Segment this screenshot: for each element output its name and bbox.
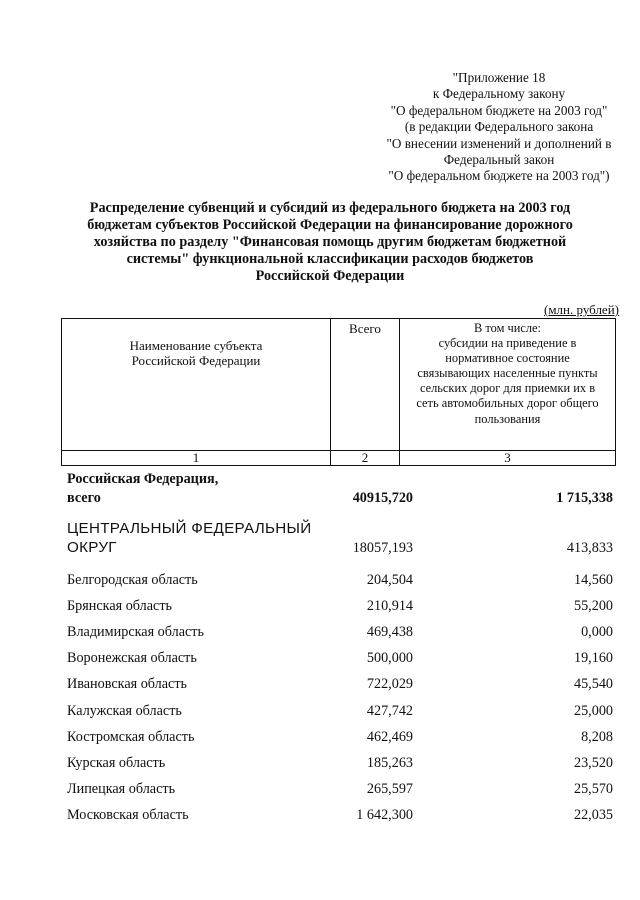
region-subsidy: 23,520 — [573, 754, 613, 771]
header-col3-line: связывающих населенные пункты — [417, 366, 598, 381]
district-subsidy: 413,833 — [566, 540, 613, 556]
region-name: Липецкая область — [67, 780, 176, 797]
region-total: 722,029 — [366, 676, 413, 693]
annex-line: "О федеральном бюджете на 2003 год") — [388, 168, 610, 184]
column-number: 2 — [331, 451, 400, 466]
region-name: Курская область — [67, 754, 166, 771]
title-line: системы" функциональной классификации расходов бюджетов — [126, 251, 534, 267]
total-value: 40915,720 — [352, 490, 413, 506]
title-line: хозяйства по разделу "Финансовая помощь другим бюджетам бюджетной — [93, 234, 567, 250]
region-total: 185,263 — [366, 754, 413, 771]
region-total: 462,469 — [366, 728, 413, 745]
total-name — [67, 470, 218, 508]
document-title — [40, 200, 620, 285]
region-name: Ивановская область — [67, 676, 188, 693]
region-name: Московская область — [67, 806, 189, 823]
district-row — [0, 519, 640, 559]
table-header — [61, 318, 616, 466]
region-total: 1 642,300 — [356, 806, 413, 823]
region-name: Белгородская область — [67, 572, 198, 588]
annex-line: "О внесении изменений и дополнений в — [386, 135, 612, 151]
region-subsidy: 45,540 — [573, 676, 613, 693]
region-total: 210,914 — [366, 598, 413, 615]
region-total: 204,504 — [366, 572, 413, 588]
region-name: Владимирская область — [67, 624, 204, 641]
region-name: Калужская область — [67, 702, 182, 719]
district-name-line: ЦЕНТРАЛЬНЫЙ ФЕДЕРАЛЬНЫЙ — [67, 520, 312, 537]
total-name-line: всего — [67, 490, 101, 506]
region-name: Воронежская область — [67, 650, 197, 667]
region-name: Костромская область — [67, 728, 195, 745]
header-col1-line: Наименование субъекта — [129, 338, 263, 353]
region-total: 265,597 — [366, 780, 413, 797]
region-subsidy: 8,208 — [581, 728, 613, 745]
header-col3-line: сеть автомобильных дорог общего — [416, 396, 599, 411]
table-row — [0, 781, 640, 801]
region-subsidy: 19,160 — [573, 650, 613, 667]
title-line: Распределение субвенций и субсидий из федерального бюджета на 2003 год — [89, 200, 571, 216]
region-subsidy: 55,200 — [573, 598, 613, 615]
title-line: бюджетам субъектов Российской Федерации на финансирование дорожного — [87, 217, 573, 233]
column-number: 1 — [62, 451, 331, 466]
district-name — [67, 519, 312, 557]
region-total: 427,742 — [366, 702, 413, 719]
header-col1-line: Российской Федерации — [131, 353, 261, 369]
table-row — [0, 729, 640, 749]
units-label: (млн. рублей) — [544, 302, 619, 317]
table-row — [0, 703, 640, 723]
table-row — [0, 572, 640, 592]
region-subsidy: 0,000 — [581, 624, 613, 641]
table-row — [0, 624, 640, 644]
annex-line: (в редакции Федерального закона — [404, 119, 594, 135]
region-subsidy: 22,035 — [573, 806, 613, 823]
header-col3-line: пользования — [474, 411, 541, 426]
total-subsidy: 1 715,338 — [556, 490, 613, 506]
region-total: 469,438 — [366, 624, 413, 641]
total-row — [0, 470, 640, 510]
district-name-line: ОКРУГ — [67, 539, 117, 556]
header-col3-line: нормативное состояние — [445, 351, 570, 366]
region-subsidy: 25,570 — [573, 780, 613, 797]
table-row — [0, 676, 640, 696]
header-subsidy — [400, 319, 616, 451]
title-line: Российской Федерации — [255, 268, 405, 284]
table-row — [0, 755, 640, 775]
district-total: 18057,193 — [352, 540, 413, 556]
header-subject-name — [62, 319, 331, 451]
column-number: 3 — [400, 451, 616, 466]
region-subsidy: 25,000 — [573, 702, 613, 719]
table-row — [0, 650, 640, 670]
region-subsidy: 14,560 — [573, 572, 613, 588]
total-name-line: Российская Федерация, — [67, 471, 219, 487]
table-row — [0, 598, 640, 618]
units-note — [482, 302, 619, 318]
region-name: Брянская область — [67, 598, 173, 615]
region-total: 500,000 — [366, 650, 413, 667]
header-col3-line: субсидии на приведение в — [438, 336, 577, 351]
header-col3-line: В том числе: — [474, 321, 541, 335]
annex-line: к Федеральному закону — [432, 86, 566, 102]
header-total: Всего — [331, 319, 400, 451]
annex-reference — [358, 70, 640, 185]
header-col3-line: сельских дорог для приемки их в — [419, 381, 596, 396]
annex-line: Федеральный закон — [443, 152, 555, 168]
annex-line: "Приложение 18 — [452, 70, 546, 85]
annex-line: "О федеральном бюджете на 2003 год" — [390, 102, 608, 118]
table-row — [0, 807, 640, 827]
